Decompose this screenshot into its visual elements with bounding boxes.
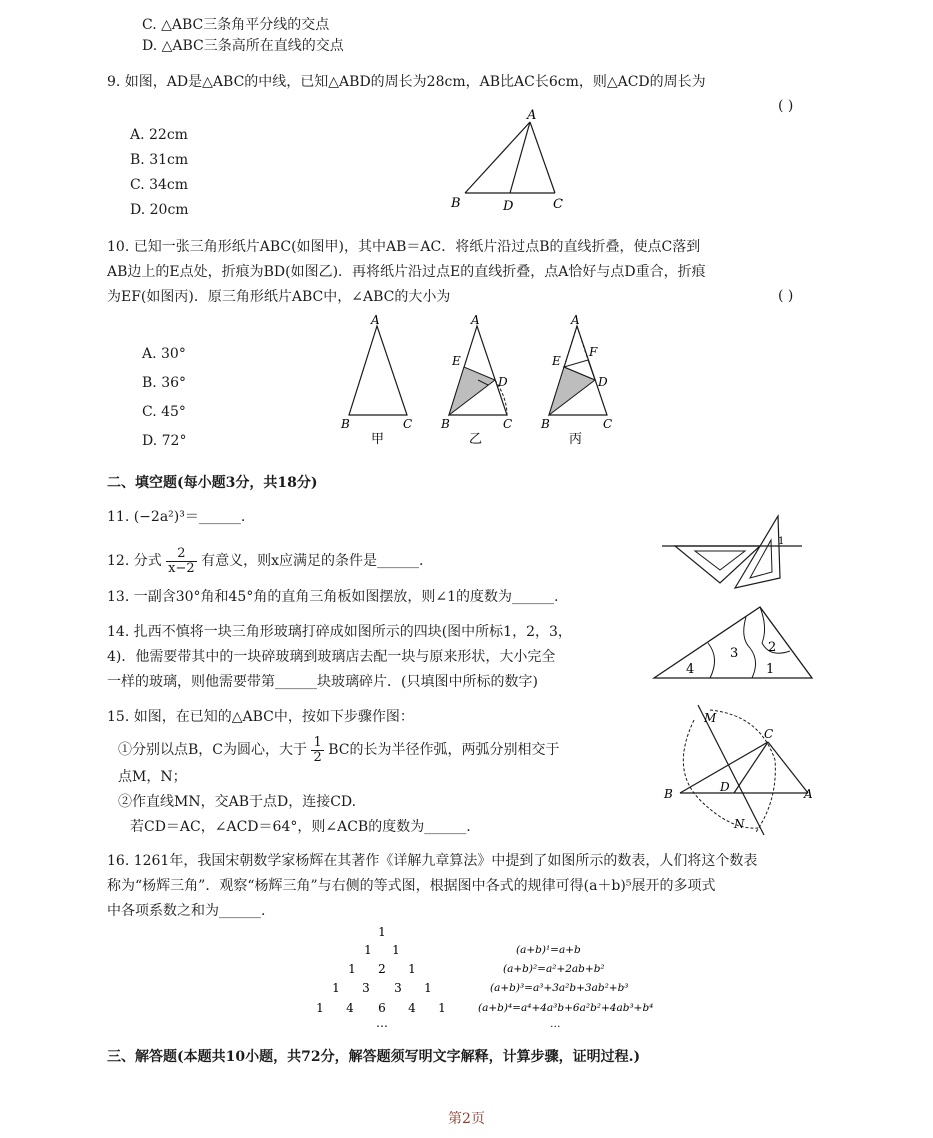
section3-title: 三、解答题(本题共10小题，共72分，解答题须写明文字解释，计算步骤，证明过程.) — [107, 1049, 641, 1065]
q9-option-d: D. 20cm — [130, 202, 189, 218]
q10-answer-paren: ( ) — [778, 288, 794, 304]
piece-1: 1 — [766, 662, 775, 677]
q8-option-c: C. △ABC三条角平分线的交点 — [142, 17, 330, 33]
svg-text:(a+b)⁴=a⁴+4a³b+6a²b²+4ab³+b⁴: (a+b)⁴=a⁴+4a³b+6a²b²+4ab³+b⁴ — [478, 1002, 654, 1014]
q14-line1: 14. 扎西不慎将一块三角形玻璃打碎成如图所示的四块(图中所标1，2，3， — [107, 624, 572, 640]
q8-option-d: D. △ABC三条高所在直线的交点 — [142, 38, 344, 54]
svg-text:E: E — [452, 354, 461, 368]
svg-text:D: D — [498, 375, 508, 389]
svg-text:1: 1 — [348, 962, 356, 976]
q9-option-c: C. 34cm — [130, 177, 189, 193]
svg-text:1: 1 — [392, 943, 400, 957]
q9-label-a: A — [527, 108, 537, 123]
q15-step2: ②作直线MN，交AB于点D，连接CD. — [118, 794, 357, 810]
q10-line1: 10. 已知一张三角形纸片ABC(如图甲)，其中AB＝AC．将纸片沿过点B的直线折叠，使点C落到 — [107, 239, 701, 255]
svg-text:F: F — [589, 345, 598, 359]
svg-text:6: 6 — [378, 1001, 386, 1015]
svg-text:N: N — [734, 817, 745, 831]
q10-option-a: A. 30° — [142, 346, 186, 362]
svg-text:(a+b)¹=a+b: (a+b)¹=a+b — [516, 944, 581, 956]
q9-answer-paren: ( ) — [778, 98, 794, 114]
q16-line1: 16. 1261年，我国宋朝数学家杨辉在其著作《详解九章算法》中提到了如图所示的数表，人们将这个数表 — [107, 853, 758, 869]
q14-line3: 一样的玻璃，则他需要带第______块玻璃碎片．(只填图中所标的数字) — [107, 674, 538, 690]
q15-construction-figure — [660, 700, 820, 840]
svg-text:E: E — [552, 354, 561, 368]
q9-label-c: C — [553, 197, 563, 212]
svg-text:B: B — [441, 417, 450, 431]
svg-text:D: D — [720, 780, 730, 794]
q15-step1: ①分别以点B，C为圆心，大于 $\frac{1}{2}$ BC的长为半径作弧，两弧分别相交于 — [118, 734, 560, 765]
q12: 12. 分式 $\frac{2}{x-2}$ 有意义，则x应满足的条件是______. — [107, 545, 424, 576]
q10-option-d: D. 72° — [142, 433, 187, 449]
svg-text:B: B — [541, 417, 550, 431]
q9-label-b: B — [451, 196, 461, 211]
svg-text:B: B — [664, 787, 673, 801]
q9-option-b: B. 31cm — [130, 152, 189, 168]
svg-text:1: 1 — [424, 981, 432, 995]
svg-text:A: A — [471, 313, 480, 327]
q9-label-d: D — [503, 199, 514, 214]
svg-text:3: 3 — [362, 981, 370, 995]
svg-text:1: 1 — [364, 943, 372, 957]
q15-question: 若CD＝AC，∠ACD＝64°，则∠ACB的度数为______. — [130, 819, 471, 835]
q10-option-b: B. 36° — [142, 375, 187, 391]
q10-option-c: C. 45° — [142, 404, 186, 420]
svg-text:M: M — [704, 711, 717, 725]
svg-text:3: 3 — [394, 981, 402, 995]
svg-text:A: A — [371, 313, 380, 327]
svg-text:…: … — [550, 1018, 561, 1030]
svg-text:1: 1 — [438, 1001, 446, 1015]
q10-fold-figures — [335, 310, 625, 450]
svg-text:C: C — [603, 417, 613, 431]
q15-line1: 15. 如图，在已知的△ABC中，按如下步骤作图： — [107, 709, 414, 725]
caption-jia: 甲 — [371, 432, 385, 447]
svg-text:…: … — [376, 1016, 388, 1030]
caption-yi: 乙 — [469, 432, 483, 447]
section2-title: 二、填空题(每小题3分，共18分) — [107, 475, 318, 491]
q9-stem: 9. 如图，AD是△ABC的中线，已知△ABD的周长为28cm，AB比AC长6cm，则△ACD的周长为 — [107, 74, 706, 90]
piece-3: 3 — [730, 646, 739, 661]
svg-text:1: 1 — [316, 1001, 324, 1015]
piece-2: 2 — [768, 640, 777, 655]
svg-text:(a+b)³=a³+3a²b+3ab²+b³: (a+b)³=a³+3a²b+3ab²+b³ — [490, 982, 629, 994]
q11: 11. (−2a²)³＝______. — [107, 509, 246, 525]
svg-text:A: A — [571, 313, 580, 327]
svg-text:(a+b)²=a²+2ab+b²: (a+b)²=a²+2ab+b² — [503, 963, 605, 975]
svg-text:A: A — [804, 787, 813, 801]
q14-line2: 4)．他需要带其中的一块碎玻璃到玻璃店去配一块与原来形状，大小完全 — [107, 649, 556, 665]
svg-text:C: C — [403, 417, 413, 431]
q16-line2: 称为“杨辉三角”．观察“杨辉三角”与右侧的等式图，根据图中各式的规律可得(a＋b)⁵展开的多项式 — [107, 878, 716, 894]
q16-yanghui-figure — [300, 920, 660, 1032]
svg-text:B: B — [341, 417, 350, 431]
q13-set-squares-figure — [660, 508, 810, 593]
svg-text:1: 1 — [778, 536, 785, 547]
svg-text:C: C — [764, 727, 774, 741]
yanghui-triangle — [316, 925, 446, 1030]
q10-line2: AB边上的E点处，折痕为BD(如图乙)．再将纸片沿过点E的直线折叠，点A恰好与点D重合，折痕 — [107, 264, 706, 280]
q9-triangle-figure — [445, 105, 575, 215]
svg-text:C: C — [503, 417, 513, 431]
svg-text:1: 1 — [408, 962, 416, 976]
q9-option-a: A. 22cm — [130, 127, 188, 143]
q15-step1-cont: 点M，N； — [118, 769, 187, 785]
q14-broken-glass-figure — [650, 603, 820, 683]
piece-4: 4 — [686, 662, 695, 677]
q15-fraction: $\frac{1}{2}$ — [313, 734, 322, 765]
q12-fraction: $\frac{2}{x-2}$ — [168, 545, 195, 576]
svg-text:4: 4 — [408, 1001, 416, 1015]
q13: 13. 一副含30°角和45°角的直角三角板如图摆放，则∠1的度数为______. — [107, 589, 559, 605]
svg-text:4: 4 — [346, 1001, 354, 1015]
svg-text:1: 1 — [332, 981, 340, 995]
q10-line3: 为EF(如图丙)．原三角形纸片ABC中，∠ABC的大小为 — [107, 289, 451, 305]
svg-text:2: 2 — [378, 962, 386, 976]
caption-bing: 丙 — [569, 432, 583, 447]
binomial-equations — [478, 944, 653, 1030]
svg-text:1: 1 — [378, 925, 386, 939]
svg-text:D: D — [598, 375, 608, 389]
page-number: 第2页 — [448, 1111, 485, 1127]
q16-line3: 中各项系数之和为______. — [107, 903, 266, 919]
